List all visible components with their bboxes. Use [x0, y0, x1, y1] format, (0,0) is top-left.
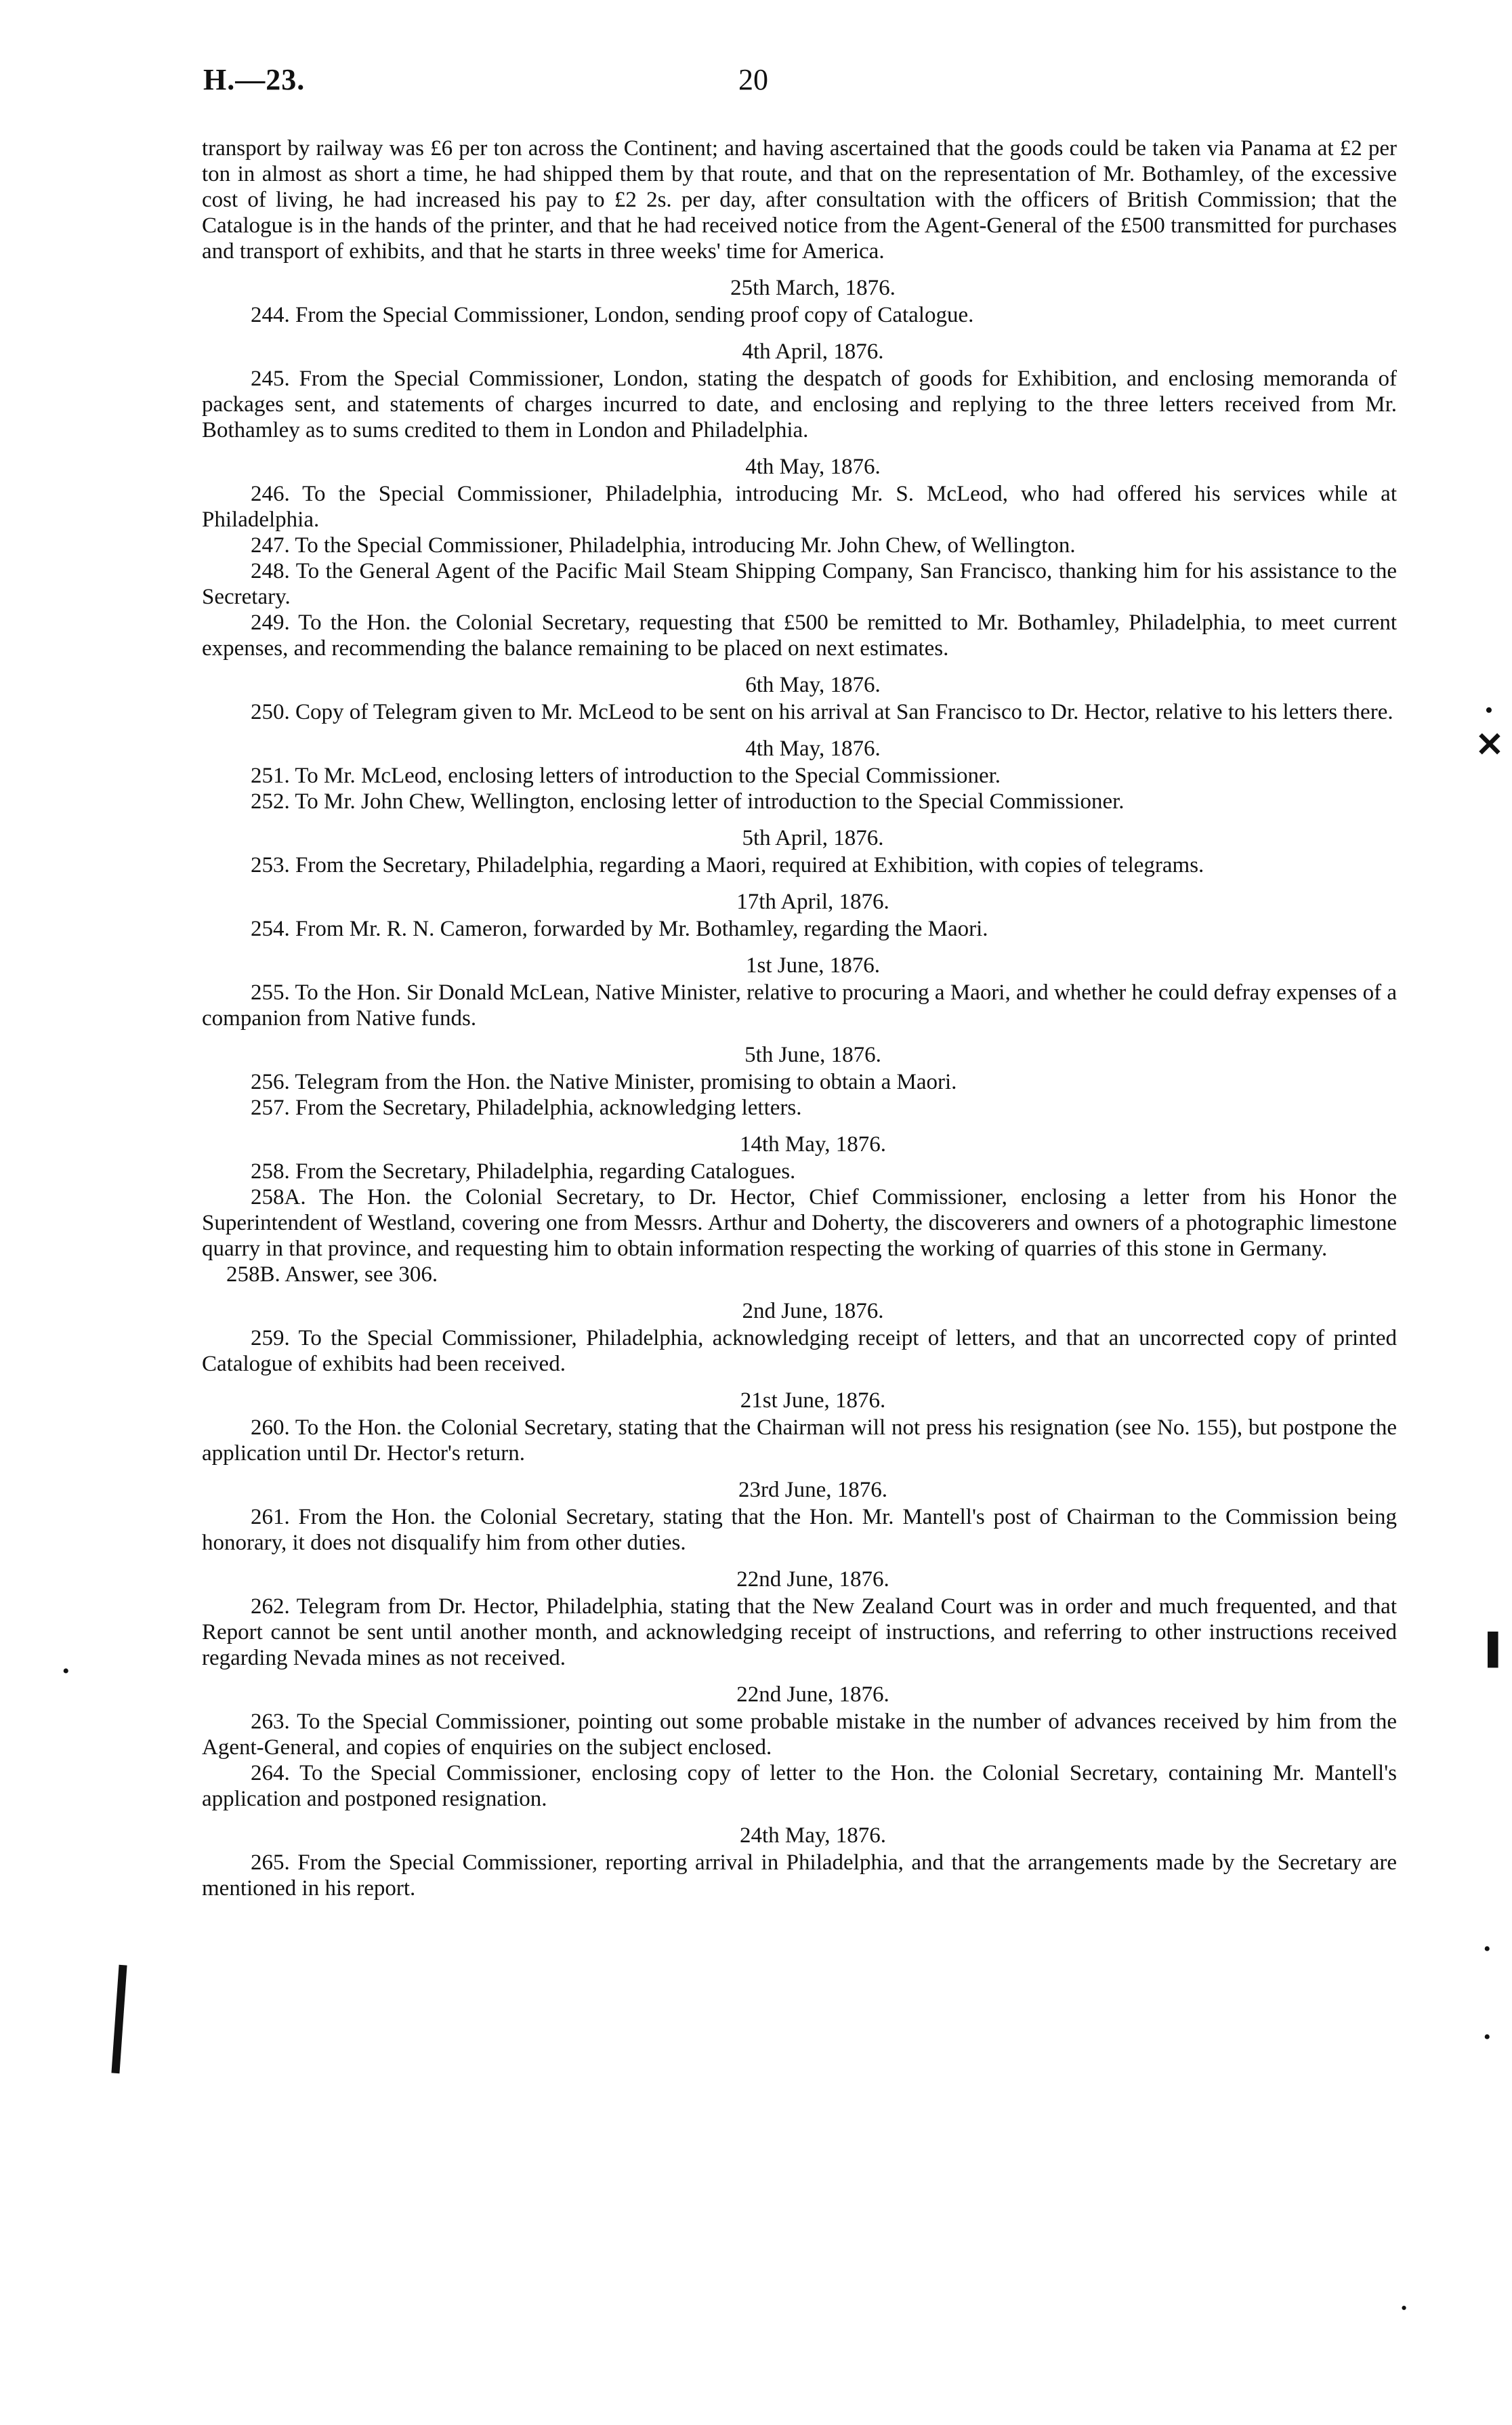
- ink-speck: ▌: [1488, 1632, 1509, 1665]
- entry-item: 261. From the Hon. the Colonial Secretary, stating that the Hon. Mr. Mantell's post of Chairman to the Commission being honorary, it does not disqualify him from other duties.: [202, 1505, 1397, 1555]
- entry-item: 263. To the Special Commissioner, pointing out some probable mistake in the number of advances received by him from the Agent-General, and copies of enquiries on the subject enclosed.: [202, 1709, 1397, 1760]
- entry-item: 251. To Mr. McLeod, enclosing letters of introduction to the Special Commissioner.: [251, 764, 1001, 788]
- entry-item: 250. Copy of Telegram given to Mr. McLeod to be sent on his arrival at San Francisco to Dr. Hector, relative to his letters there.: [251, 700, 1393, 724]
- page-header: [203, 62, 1395, 103]
- entry-item: 262. Telegram from Dr. Hector, Philadelphia, stating that the New Zealand Court was in order and much frequented, and that Report cannot be sent until another month, and acknowledging receipt of instructions, and referring to other instructions received regarding Nevada mines as not received.: [202, 1594, 1397, 1670]
- ink-speck: •: [1485, 698, 1493, 723]
- entry-item: 244. From the Special Commissioner, London, sending proof copy of Catalogue.: [251, 303, 974, 327]
- document-body: [202, 136, 1397, 1901]
- entry-item: 257. From the Secretary, Philadelphia, acknowledging letters.: [251, 1096, 802, 1120]
- entry-item: 245. From the Special Commissioner, London, stating the despatch of goods for Exhibition, and enclosing memoranda of packages sent, and statements of charges incurred to date, and enclosing and replying to the three letters received from Mr. Bothamley as to sums credited to them in London and Philadelphia.: [202, 367, 1397, 442]
- entry-date: 21st June, 1876.: [740, 1388, 886, 1413]
- entry-item: 247. To the Special Commissioner, Philadelphia, introducing Mr. John Chew, of Wellington.: [251, 533, 1076, 558]
- entry-date: 24th May, 1876.: [739, 1823, 886, 1848]
- entry-date: 4th April, 1876.: [742, 339, 884, 364]
- entry-item: 258B. Answer, see 306.: [226, 1262, 438, 1287]
- entry-date: 25th March, 1876.: [730, 276, 896, 300]
- entry-item: 253. From the Secretary, Philadelphia, regarding a Maori, required at Exhibition, with copies of telegrams.: [251, 853, 1204, 877]
- page-number: 20: [738, 63, 768, 96]
- entry-item: 265. From the Special Commissioner, reporting arrival in Philadelphia, and that the arrangements made by the Secretary are mentioned in his report.: [202, 1850, 1397, 1901]
- entry-item: 249. To the Hon. the Colonial Secretary, requesting that £500 be remitted to Mr. Bothamley, Philadelphia, to meet current expenses, and recommending the balance remaining to be placed on next estimates.: [202, 610, 1397, 661]
- entry-date: 22nd June, 1876.: [736, 1682, 889, 1707]
- entry-date: 4th May, 1876.: [745, 737, 881, 761]
- entry-item: 260. To the Hon. the Colonial Secretary, stating that the Chairman will not press his resignation (see No. 155), but postpone the application until Dr. Hector's return.: [202, 1415, 1397, 1466]
- entry-date: 5th June, 1876.: [744, 1043, 881, 1067]
- entry-date: 2nd June, 1876.: [742, 1299, 884, 1323]
- entry-item: 246. To the Special Commissioner, Philadelphia, introducing Mr. S. McLeod, who had offered his services while at Philadelphia.: [202, 482, 1397, 532]
- entry-date: 4th May, 1876.: [745, 455, 881, 479]
- entry-item: 252. To Mr. John Chew, Wellington, enclosing letter of introduction to the Special Commissioner.: [251, 789, 1125, 814]
- entry-item: 264. To the Special Commissioner, enclosing copy of letter to the Hon. the Colonial Secretary, containing Mr. Mantell's application and postponed resignation.: [202, 1761, 1397, 1811]
- ink-speck: •: [1401, 2298, 1408, 2318]
- entry-date: 5th April, 1876.: [742, 826, 884, 850]
- opening-paragraph: transport by railway was £6 per ton across the Continent; and having ascertained that the goods could be taken via Panama at £2 per ton in almost as short a time, he had shipped them by that route, and that on the representation of Mr. Bothamley, of the excessive cost of living, he had increased his pay to £2 2s. per day, after consultation with the officers of British Commission; that the Catalogue is in the hands of the printer, and that he had received notice from the Agent-General of the £500 transmitted for purchases and transport of exhibits, and that he starts in three weeks' time for America.: [202, 136, 1397, 264]
- entry-item: 255. To the Hon. Sir Donald McLean, Native Minister, relative to procuring a Maori, and whether he could defray expenses of a companion from Native funds.: [202, 980, 1397, 1031]
- ink-stroke: [111, 1965, 127, 2073]
- ink-speck: •: [1484, 1938, 1491, 1960]
- entry-date: 6th May, 1876.: [745, 673, 881, 697]
- entry-item: 248. To the General Agent of the Pacific Mail Steam Shipping Company, San Francisco, thanking him for his assistance to the Secretary.: [202, 559, 1397, 609]
- entry-date: 14th May, 1876.: [739, 1132, 886, 1157]
- entry-item: 254. From Mr. R. N. Cameron, forwarded by Mr. Bothamley, regarding the Maori.: [251, 917, 988, 941]
- ink-speck: •: [1484, 2026, 1491, 2048]
- entry-item: 258A. The Hon. the Colonial Secretary, to Dr. Hector, Chief Commissioner, enclosing a letter from his Honor the Superintendent of Westland, covering one from Messrs. Arthur and Doherty, the discoverers and owners of a photographic limestone quarry in that province, and requesting him to obtain information respecting the working of quarries of this stone in Germany.: [202, 1185, 1397, 1261]
- document-reference: H.—23.: [203, 63, 306, 96]
- entry-date: 17th April, 1876.: [736, 890, 889, 914]
- entry-item: 258. From the Secretary, Philadelphia, regarding Catalogues.: [251, 1159, 796, 1184]
- entry-date: 22nd June, 1876.: [736, 1567, 889, 1592]
- ink-speck: ✕: [1475, 726, 1504, 764]
- entry-date: 1st June, 1876.: [746, 953, 880, 978]
- ink-speck: •: [62, 1660, 70, 1682]
- entry-item: 256. Telegram from the Hon. the Native Minister, promising to obtain a Maori.: [251, 1070, 957, 1094]
- entry-date: 23rd June, 1876.: [738, 1478, 887, 1502]
- entry-item: 259. To the Special Commissioner, Philadelphia, acknowledging receipt of letters, and that an uncorrected copy of printed Catalogue of exhibits had been received.: [202, 1326, 1397, 1376]
